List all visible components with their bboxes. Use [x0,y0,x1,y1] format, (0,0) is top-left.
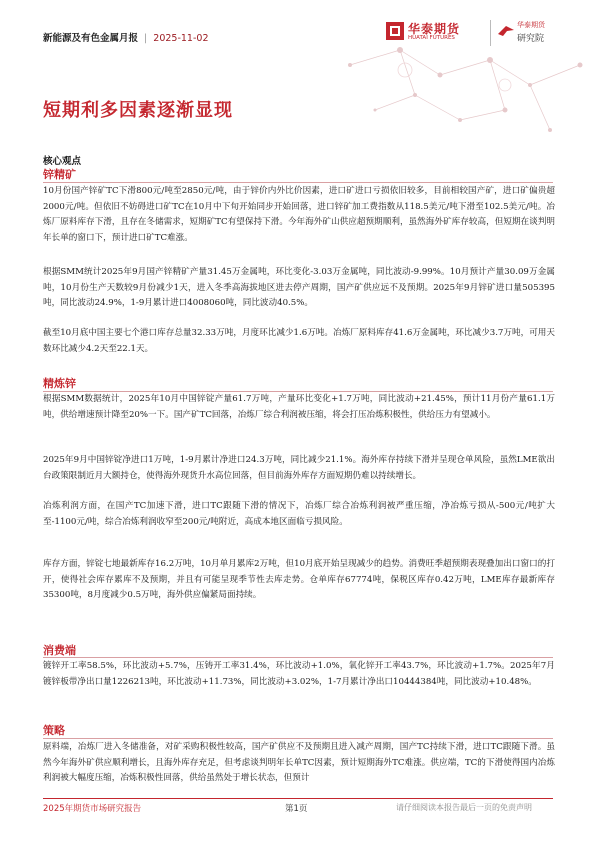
report-series: 新能源及有色金属月报 [43,33,139,44]
paragraph-zinc-ore-2: 根据SMM统计2025年9月国产锌精矿产量31.45万金属吨，环比变化-3.03万金属吨，同比波动-9.99%。10月预计产量30.09万金属吨，10月份生产天数较9月份减少1天，进入冬季高海拔地区进去停产周期，国产矿供应远不及预期。2025年9月锌矿进口量505395吨，同比波动24.9%，1-9月累计进口4008060吨，同比波动40.5%。 [43,267,555,308]
report-series-line [43,30,209,44]
paragraph-refined-zinc-1: 根据SMM数据统计，2025年10月中国锌锭产量61.7万吨，产量环比变化+1.7万吨，同比波动+21.45%，预计11月份产量61.1万吨，供给增速预计降至20%一下。国产矿TC回落，冶炼厂综合利润被压缩，将会打压冶炼积极性，供给压力有望减小。 [43,394,555,420]
paragraph-refined-zinc-3: 冶炼利润方面，在国产TC加速下滑，进口TC跟随下滑的情况下，冶炼厂综合冶炼利润被严重压缩，净冶炼亏损从-500元/吨扩大至-1100元/吨，综合冶炼利润收窄至200元/吨附近，高成本地区面临亏损风险。 [43,501,555,527]
paragraph-zinc-ore-3: 截至10月底中国主要七个港口库存总量32.33万吨，月度环比减少1.6万吨。冶炼厂原料库存41.6万金属吨，环比减少3.7万吨，可用天数环比减少4.2天至22.1天。 [43,328,555,354]
report-date: 2025-11-02 [153,33,209,44]
section-divider [43,738,553,739]
logo-company-name: 华泰期货 [408,22,461,36]
footer-report-name: 2025年期货市场研究报告 [43,804,142,814]
paragraph-strategy-1: 原料端，冶炼厂进入冬储准备，对矿采购积极性较高，国产矿供应不及预期且进入减产周期，国产TC持续下滑，进口TC跟随下滑。虽然今年海外矿供应顺利增长，且海外库存充足，但考虑谈判明年长单TC因素，预计短期海外TC难涨。供应端，TC的下滑使得国内冶炼利润被大幅度压缩，冶炼积极性回落，供给虽然处于增长状态，但预计 [43,742,555,783]
header-separator: | [144,33,148,44]
section-heading-zinc-ore: 锌精矿 [43,168,76,181]
bird-logo-icon [497,24,515,38]
section-heading-consumption: 消费端 [43,644,76,657]
core-viewpoint-label: 核心观点 [43,156,82,167]
institute-company-name: 华泰期货 [517,21,545,29]
section-heading-refined-zinc: 精炼锌 [43,377,76,390]
footer-disclaimer-note: 请仔细阅读本报告最后一页的免责声明 [396,803,532,812]
paragraph-refined-zinc-4: 库存方面，锌锭七地最新库存16.2万吨，10月单月累库2万吨，但10月底开始呈现减少的趋势。消费旺季超预期表现叠加出口窗口的打开，使得社会库存累库不及预期，并且有可能呈现季节性去库走势。仓单库存67774吨，保税区库存0.42万吨，LME库存最新库存35300吨，8月度减少0.5万吨，海外供应偏紧局面持续。 [43,559,555,600]
logo-company-name-en: HUATAI FUTURES [408,35,455,41]
paragraph-consumption-1: 镀锌开工率58.5%，环比波动+5.7%，压铸开工率31.4%，环比波动+1.0%，氧化锌开工率43.7%，环比波动+1.7%。2025年7月镀锌板带净出口量1226213吨，环比波动+11.73%，同比波动+3.02%，1-7月累计净出口10444384吨，同比波动+10.48%。 [43,661,555,687]
section-divider [43,182,553,183]
report-title: 短期利多因素逐渐显现 [43,100,233,121]
institute-name: 研究院 [517,34,545,44]
section-divider [43,657,553,658]
paragraph-zinc-ore-1: 10月份国产锌矿TC下滑800元/吨至2850元/吨，由于锌价内外比价因素，进口矿进口亏损依旧较多，目前相较国产矿，进口矿偏贵超2000元/吨。但依旧不妨碍进口矿TC在10月中下旬开始同步开始回落，进口锌矿加工费指数从118.5美元/吨下滑至102.5美元/吨。冶炼厂原料库存下滑，且存在冬储需求，短期矿TC有望保持下滑。今年海外矿山供应超预期顺利，虽然海外矿库存较高，但短期在谈判明年长单的窗口下，预计进口矿TC难涨。 [43,186,555,243]
huatai-logo-icon [386,22,404,40]
footer-divider [43,798,553,799]
decorative-molecule-pattern [290,40,595,150]
footer-page-number: 第1页 [285,804,308,814]
paragraph-refined-zinc-2: 2025年9月中国锌锭净进口1万吨，1-9月累计净进口24.3万吨，同比减少21.1%。海外库存持续下滑并呈现仓单风险，虽然LME欲出台政策限制近月大额持仓，使得海外现货升水高位回落，但目前海外库存方面短期仍难以持续增长。 [43,455,555,481]
section-heading-strategy: 策略 [43,724,65,737]
